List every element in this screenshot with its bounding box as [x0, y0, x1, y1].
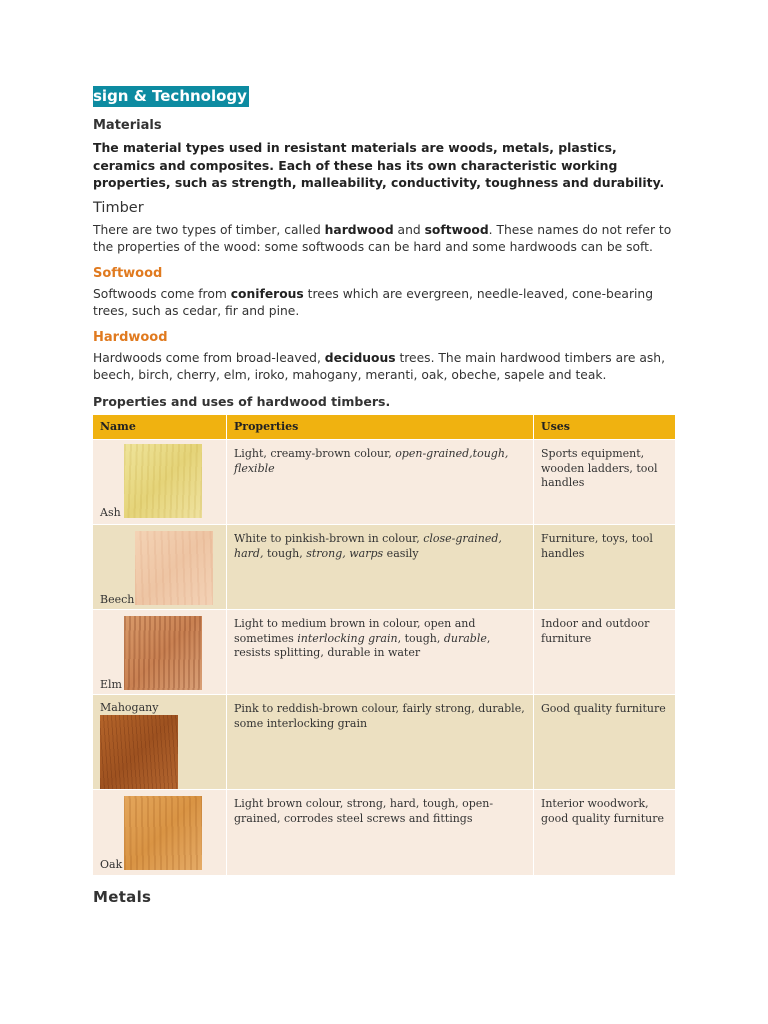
- hardwood-text-2: trees. The main hardwood timbers are ash, beech, birch, cherry, elm, iroko, mahogany, meranti, oak, obeche, sapele and teak.: [93, 350, 666, 382]
- softwood-bold-term: coniferous: [230, 286, 304, 301]
- timber-hardwood-term: hardwood: [324, 222, 394, 237]
- props-text: tough,: [263, 546, 307, 560]
- header-uses: Uses: [534, 415, 676, 440]
- header-properties: Properties: [227, 415, 534, 440]
- table-caption: Properties and uses of hardwood timbers.: [93, 393, 391, 409]
- name-cell: [93, 790, 227, 875]
- uses-cell: Interior woodwork, good quality furniture: [534, 790, 676, 875]
- table-row: [93, 790, 676, 875]
- name-cell: [93, 695, 227, 790]
- document-page: [93, 86, 676, 906]
- props-italic: interlocking grain: [297, 631, 398, 645]
- uses-cell: Good quality furniture: [534, 695, 676, 790]
- hardwood-bold-term: deciduous: [324, 350, 396, 365]
- properties-cell: Pink to reddish-brown colour, fairly strong, durable, some interlocking grain: [227, 695, 534, 790]
- table-row: [93, 525, 676, 610]
- softwood-text-2: trees which are evergreen, needle-leaved, cone-bearing trees, such as cedar, fir and pine.: [93, 286, 654, 318]
- header-name: Name: [93, 415, 227, 440]
- timber-text-2: . These names do not refer to the properties of the wood: some softwoods can be hard and some hardwoods can be soft.: [93, 222, 672, 254]
- softwood-paragraph: [93, 286, 676, 321]
- name-cell: [93, 440, 227, 525]
- intro-paragraph: The material types used in resistant materials are woods, metals, plastics, ceramics and composites. Each of these has its own characteristic working properties, such as strength, malleability, conductivity, toughness and durability.: [93, 140, 665, 190]
- timber-softwood-term: softwood: [424, 222, 489, 237]
- props-italic: close-grained, hard,: [234, 532, 502, 560]
- properties-cell: [227, 440, 534, 525]
- wood-name: Elm: [100, 678, 122, 691]
- elm-wood-sample-image: [124, 616, 202, 690]
- table-row: [93, 695, 676, 790]
- properties-cell: Light brown colour, strong, hard, tough, open-grained, corrodes steel screws and fittings: [227, 790, 534, 875]
- hardwood-table: [93, 415, 676, 875]
- wood-name: Beech: [100, 593, 135, 606]
- table-row: [93, 610, 676, 695]
- mahogany-wood-sample-image: [100, 715, 178, 789]
- hardwood-paragraph: [93, 350, 676, 385]
- wood-name: Oak: [100, 858, 123, 871]
- softwood-heading: Softwood: [93, 265, 163, 281]
- props-italic: open-grained,tough, flexible: [234, 447, 509, 475]
- wood-name: Ash: [100, 506, 121, 519]
- properties-cell: [227, 525, 534, 610]
- props-italic: strong, warps: [306, 546, 384, 560]
- materials-heading: Materials: [93, 118, 162, 133]
- table-row: [93, 440, 676, 525]
- uses-cell: Indoor and outdoor furniture: [534, 610, 676, 695]
- uses-cell: Furniture, toys, tool handles: [534, 525, 676, 610]
- properties-cell: [227, 610, 534, 695]
- name-cell: [93, 525, 227, 610]
- section-title: sign & Technology: [93, 87, 247, 105]
- props-text: Light, creamy-brown colour,: [234, 447, 396, 460]
- uses-cell: Sports equipment, wooden ladders, tool handles: [534, 440, 676, 525]
- beech-wood-sample-image: [135, 531, 213, 605]
- props-text: easily: [383, 546, 419, 560]
- props-text: White to pinkish-brown in colour,: [234, 532, 424, 545]
- props-text: , resists splitting, durable in water: [234, 631, 491, 659]
- timber-text-and: and: [393, 222, 425, 237]
- wood-name: Mahogany: [100, 701, 159, 714]
- metals-heading: Metals: [93, 887, 152, 906]
- ash-wood-sample-image: [124, 444, 202, 518]
- timber-paragraph: [93, 222, 676, 257]
- timber-heading: Timber: [93, 199, 144, 216]
- table-header-row: [93, 415, 676, 440]
- hardwood-heading: Hardwood: [93, 329, 168, 345]
- softwood-text-1: Softwoods come from: [93, 286, 231, 301]
- oak-wood-sample-image: [124, 796, 202, 870]
- timber-text-1: There are two types of timber, called: [93, 222, 325, 237]
- hardwood-text-1: Hardwoods come from broad-leaved,: [93, 350, 325, 365]
- name-cell: [93, 610, 227, 695]
- props-text: Light to medium brown in colour, open and sometimes: [234, 617, 476, 645]
- props-text: , tough,: [397, 631, 444, 645]
- props-italic: durable: [443, 631, 487, 645]
